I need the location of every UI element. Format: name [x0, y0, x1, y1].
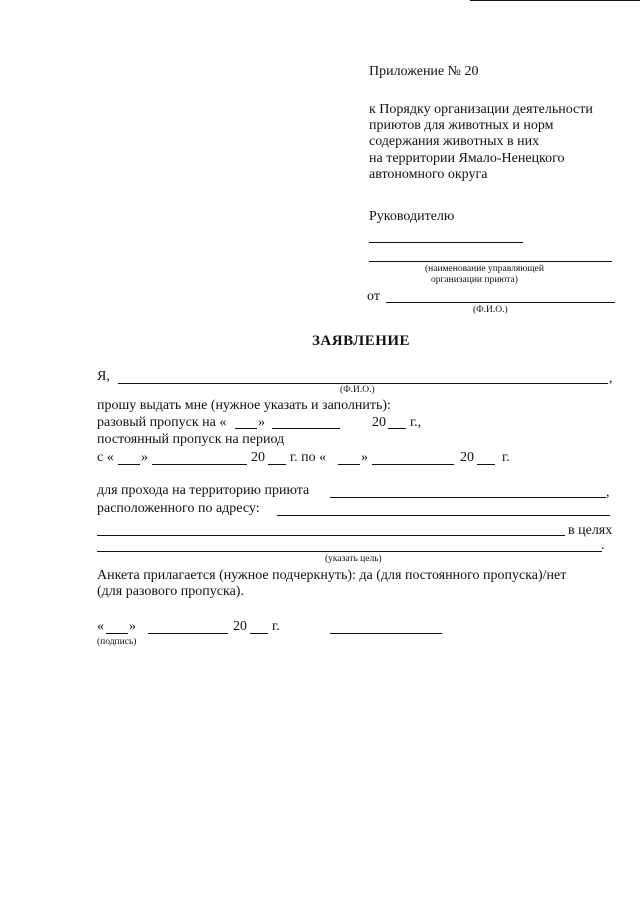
- one-time-day-line: [235, 428, 257, 429]
- address-label: расположенного по адресу:: [97, 501, 260, 516]
- order-line-2: приютов для животных и норм: [369, 118, 554, 133]
- appendix-number: Приложение № 20: [369, 64, 479, 79]
- permanent-label: постоянный пропуск на период: [97, 432, 285, 447]
- purpose-line: [97, 551, 602, 552]
- i-label: Я,: [97, 369, 110, 384]
- org-caption-2: организации приюта): [431, 275, 518, 285]
- period-to-month-line: [372, 464, 454, 465]
- sign-day-line: [106, 633, 128, 634]
- one-time-year-prefix: 20: [372, 415, 386, 430]
- purpose-caption: (указать цель): [325, 554, 382, 564]
- one-time-label: разовый пропуск на «: [97, 415, 227, 430]
- address-line-1: [277, 515, 610, 516]
- period-year1-prefix: 20: [251, 450, 265, 465]
- one-time-year-line: [388, 428, 406, 429]
- period-year2-prefix: 20: [460, 450, 474, 465]
- applicant-fio-line: [118, 383, 608, 384]
- order-line-3: содержания животных в них: [369, 134, 540, 149]
- applicant-comma: ,: [609, 371, 613, 386]
- org-caption-1: (наименование управляющей: [425, 264, 544, 274]
- period-to-day-line: [338, 464, 360, 465]
- shelter-name-line: [330, 497, 606, 498]
- period-mid: г. по «: [290, 450, 327, 465]
- period-year1-line: [268, 464, 286, 465]
- attachment-line-2: (для разового пропуска).: [97, 584, 244, 599]
- sign-year-line: [250, 633, 268, 634]
- one-time-year-suffix: г.,: [410, 415, 422, 430]
- sign-date-close: »: [129, 619, 136, 634]
- passage-text: для прохода на территорию приюта: [97, 483, 310, 498]
- sign-year-suffix: г.: [272, 619, 280, 634]
- addressee-label: Руководителю: [369, 209, 455, 224]
- sign-month-line: [148, 633, 228, 634]
- purpose-dot: .: [601, 538, 605, 553]
- from-fio-caption: (Ф.И.О.): [473, 305, 508, 315]
- period-from-day-line: [118, 464, 140, 465]
- period-from-open: с «: [97, 450, 114, 465]
- period-year2-suffix: г.: [502, 450, 510, 465]
- applicant-fio-caption: (Ф.И.О.): [340, 385, 375, 395]
- top-edge-mark: [470, 0, 640, 1]
- sign-year-prefix: 20: [233, 619, 247, 634]
- request-text: прошу выдать мне (нужное указать и заполнить):: [97, 398, 391, 413]
- sign-date-open: «: [97, 619, 104, 634]
- addressee-line-2: [369, 261, 612, 262]
- period-year2-line: [477, 464, 495, 465]
- attachment-line-1: Анкета прилагается (нужное подчеркнуть): да (для постоянного пропуска)/нет: [97, 568, 567, 583]
- order-line-5: автономного округа: [369, 167, 488, 182]
- address-line-2: [97, 535, 565, 536]
- signature-line: [330, 633, 442, 634]
- one-time-month-line: [272, 428, 340, 429]
- signature-caption: (подпись): [97, 637, 137, 647]
- passage-comma: ,: [606, 485, 610, 500]
- order-line-1: к Порядку организации деятельности: [369, 102, 593, 117]
- document-title: ЗАЯВЛЕНИЕ: [312, 333, 411, 349]
- period-from-close: »: [141, 450, 148, 465]
- from-line: [386, 302, 615, 303]
- from-label: от: [367, 289, 380, 304]
- one-time-quote-close: »: [258, 415, 265, 430]
- purpose-label: в целях: [568, 523, 613, 538]
- addressee-line-1: [369, 242, 523, 243]
- order-line-4: на территории Ямало-Ненецкого: [369, 151, 565, 166]
- period-from-month-line: [152, 464, 247, 465]
- period-to-close: »: [361, 450, 368, 465]
